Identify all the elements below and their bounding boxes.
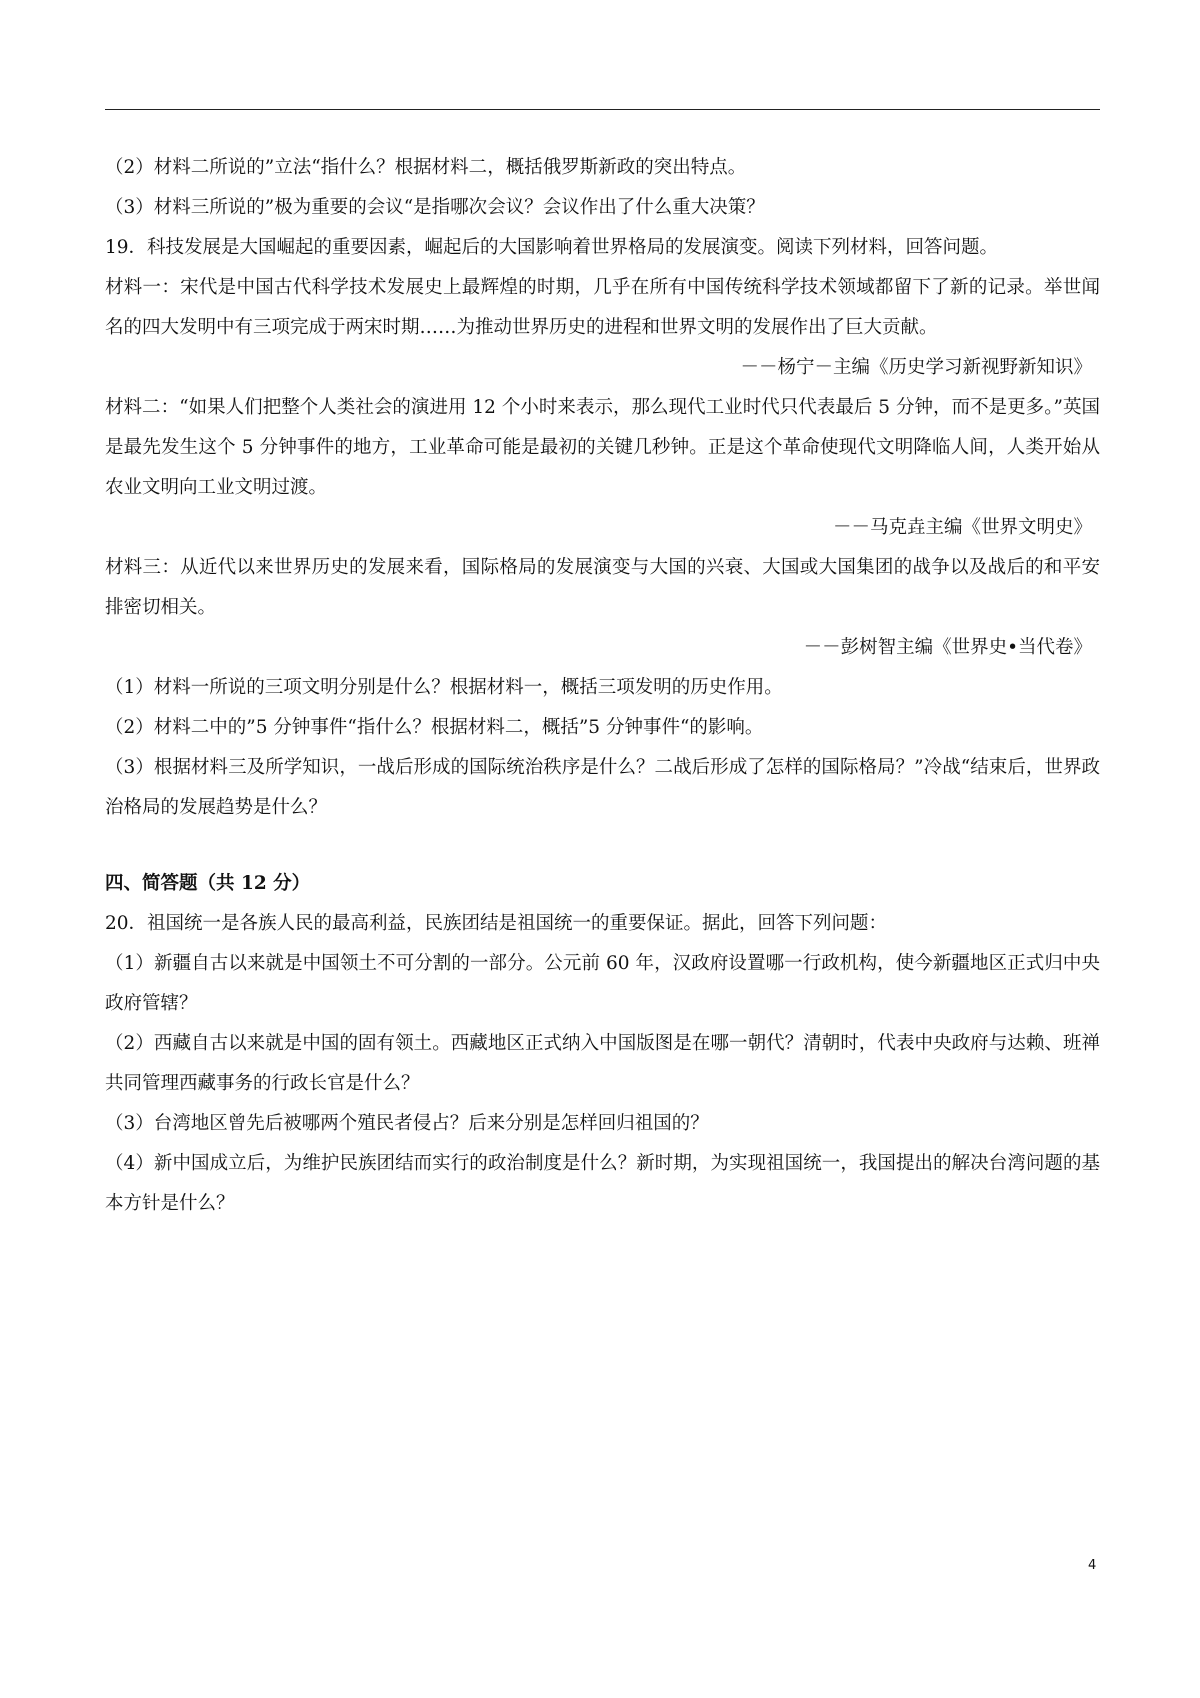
question-19-1: （1）材料一所说的三项文明分别是什么？根据材料一，概括三项发明的历史作用。 <box>105 677 783 698</box>
question-18-2: （2）材料二所说的”立法“指什么？根据材料二，概括俄罗斯新政的突出特点。 <box>105 157 747 178</box>
question-20-4: （4）新中国成立后，为维护民族团结而实行的政治制度是什么？新时期，为实现祖国统一，我国提出的解决台湾问题的基本方针是什么？ <box>105 1153 1100 1214</box>
question-20-2: （2）西藏自古以来就是中国的固有领土。西藏地区正式纳入中国版图是在哪一朝代？清朝时，代表中央政府与达赖、班禅共同管理西藏事务的行政长官是什么？ <box>105 1033 1100 1094</box>
question-18-3: （3）材料三所说的”极为重要的会议“是指哪次会议？会议作出了什么重大决策？ <box>105 197 765 218</box>
material-1-text: 材料一：宋代是中国古代科学技术发展史上最辉煌的时期，几乎在所有中国传统科学技术领域都留下了新的记录。举世闻名的四大发明中有三项完成于两宋时期……为推动世界历史的进程和世界文明的发展作出了巨大贡献。 <box>105 277 1100 338</box>
material-3-source: －－彭树智主编《世界史•当代卷》 <box>803 637 1092 658</box>
section-4-heading: 四、简答题（共 12 分） <box>105 873 311 894</box>
page-content <box>105 148 1100 1224</box>
material-2-text: 材料二：“如果人们把整个人类社会的演进用 12 个小时来表示，那么现代工业时代只代表最后 5 分钟，而不是更多。”英国是最先发生这个 5 分钟事件的地方，工业革命可能是最初的关键几秒钟。正是这个革命使现代文明降临人间，人类开始从农业文明向工业文明过渡。 <box>105 397 1100 498</box>
question-19-intro: 19．科技发展是大国崛起的重要因素，崛起后的大国影响着世界格局的发展演变。阅读下列材料，回答问题。 <box>105 237 999 258</box>
material-2-source: －－马克垚主编《世界文明史》 <box>832 517 1092 538</box>
page-number: 4 <box>1088 1558 1097 1573</box>
question-20-1: （1）新疆自古以来就是中国领土不可分割的一部分。公元前 60 年，汉政府设置哪一行政机构，使今新疆地区正式归中央政府管辖？ <box>105 953 1100 1014</box>
material-1-source: －－杨宁－主编《历史学习新视野新知识》 <box>740 357 1092 378</box>
question-19-2: （2）材料二中的”5 分钟事件“指什么？根据材料二，概括”5 分钟事件“的影响。 <box>105 717 764 738</box>
material-3-text: 材料三：从近代以来世界历史的发展来看，国际格局的发展演变与大国的兴衰、大国或大国集团的战争以及战后的和平安排密切相关。 <box>105 557 1100 618</box>
question-20-3: （3）台湾地区曾先后被哪两个殖民者侵占？后来分别是怎样回归祖国的？ <box>105 1113 709 1134</box>
header-rule <box>105 109 1100 110</box>
question-20-intro: 20．祖国统一是各族人民的最高利益，民族团结是祖国统一的重要保证。据此，回答下列问题： <box>105 913 888 934</box>
question-19-3: （3）根据材料三及所学知识，一战后形成的国际统治秩序是什么？二战后形成了怎样的国际格局？”冷战“结束后，世界政治格局的发展趋势是什么？ <box>105 757 1100 818</box>
